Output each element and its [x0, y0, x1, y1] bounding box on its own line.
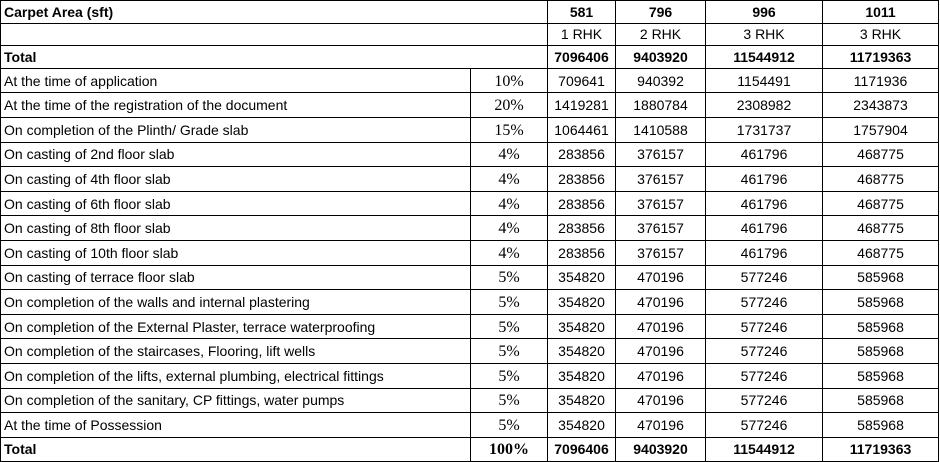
stage-label: On casting of 2nd floor slab [1, 142, 471, 167]
stage-percentage: 4% [471, 167, 548, 192]
total-label: Total [1, 46, 548, 69]
installment-amount: 1731737 [706, 117, 823, 142]
table-row [1, 314, 939, 339]
installment-amount: 468775 [823, 142, 939, 167]
stage-label: At the time of Possession [1, 413, 471, 438]
table-row [1, 265, 939, 290]
installment-amount: 585968 [823, 413, 939, 438]
table-row [1, 191, 939, 216]
header-row-area [1, 1, 939, 24]
stage-percentage: 5% [471, 290, 548, 315]
total-value-cell: 7096406 [548, 46, 616, 69]
stage-percentage: 5% [471, 413, 548, 438]
stage-percentage: 4% [471, 191, 548, 216]
stage-label: On completion of the Plinth/ Grade slab [1, 117, 471, 142]
installment-amount: 354820 [548, 413, 616, 438]
stage-label: On casting of 10th floor slab [1, 240, 471, 265]
stage-percentage: 5% [471, 388, 548, 413]
installment-amount: 585968 [823, 265, 939, 290]
unit-type-cell: 1 RHK [548, 23, 616, 46]
stage-label: On completion of the lifts, external plumbing, electrical fittings [1, 363, 471, 388]
stage-percentage: 15% [471, 117, 548, 142]
stage-percentage: 5% [471, 314, 548, 339]
stage-label: On completion of the External Plaster, terrace waterproofing [1, 314, 471, 339]
empty-header-cell [1, 23, 548, 46]
header-row-type [1, 23, 939, 46]
installment-amount: 577246 [706, 339, 823, 364]
installment-amount: 470196 [616, 413, 706, 438]
installment-amount: 1757904 [823, 117, 939, 142]
total-value-cell: 11544912 [706, 437, 823, 462]
installment-amount: 468775 [823, 216, 939, 241]
stage-label: On completion of the sanitary, CP fittings, water pumps [1, 388, 471, 413]
installment-amount: 283856 [548, 216, 616, 241]
area-header-cell: 996 [706, 1, 823, 24]
installment-amount: 283856 [548, 142, 616, 167]
installment-amount: 1064461 [548, 117, 616, 142]
area-header-cell: 1011 [823, 1, 939, 24]
carpet-area-header: Carpet Area (sft) [1, 1, 548, 24]
installment-amount: 1419281 [548, 93, 616, 118]
stage-percentage: 5% [471, 265, 548, 290]
stage-label: On casting of 8th floor slab [1, 216, 471, 241]
table-row [1, 142, 939, 167]
stage-percentage: 10% [471, 68, 548, 93]
table-row [1, 167, 939, 192]
total-value-cell: 11544912 [706, 46, 823, 69]
table-row [1, 339, 939, 364]
stage-label: On casting of terrace floor slab [1, 265, 471, 290]
installment-amount: 461796 [706, 142, 823, 167]
installment-amount: 585968 [823, 339, 939, 364]
installment-amount: 470196 [616, 265, 706, 290]
installment-amount: 468775 [823, 240, 939, 265]
stage-percentage: 4% [471, 240, 548, 265]
installment-amount: 376157 [616, 216, 706, 241]
installment-amount: 470196 [616, 363, 706, 388]
installment-amount: 585968 [823, 388, 939, 413]
stage-percentage: 4% [471, 216, 548, 241]
installment-amount: 376157 [616, 240, 706, 265]
stage-label: At the time of the registration of the document [1, 93, 471, 118]
unit-type-cell: 2 RHK [616, 23, 706, 46]
installment-amount: 461796 [706, 240, 823, 265]
installment-amount: 577246 [706, 413, 823, 438]
area-header-cell: 581 [548, 1, 616, 24]
installment-amount: 354820 [548, 388, 616, 413]
installment-amount: 470196 [616, 314, 706, 339]
installment-amount: 585968 [823, 290, 939, 315]
installment-amount: 354820 [548, 363, 616, 388]
table-row [1, 68, 939, 93]
stage-percentage: 5% [471, 339, 548, 364]
stage-label: On casting of 4th floor slab [1, 167, 471, 192]
installment-amount: 2308982 [706, 93, 823, 118]
area-header-cell: 796 [616, 1, 706, 24]
installment-amount: 577246 [706, 388, 823, 413]
unit-type-cell: 3 RHK [823, 23, 939, 46]
total-row-bottom [1, 437, 939, 462]
installment-amount: 376157 [616, 142, 706, 167]
total-value-cell: 9403920 [616, 437, 706, 462]
installment-amount: 585968 [823, 363, 939, 388]
stage-percentage: 4% [471, 142, 548, 167]
table-row [1, 216, 939, 241]
installment-amount: 940392 [616, 68, 706, 93]
installment-amount: 2343873 [823, 93, 939, 118]
stage-label: On completion of the walls and internal plastering [1, 290, 471, 315]
installment-amount: 577246 [706, 290, 823, 315]
table-row [1, 117, 939, 142]
stage-label: On casting of 6th floor slab [1, 191, 471, 216]
installment-amount: 468775 [823, 191, 939, 216]
total-value-cell: 11719363 [823, 437, 939, 462]
installment-amount: 461796 [706, 216, 823, 241]
stage-percentage: 5% [471, 363, 548, 388]
installment-amount: 577246 [706, 314, 823, 339]
installment-amount: 1410588 [616, 117, 706, 142]
installment-amount: 376157 [616, 167, 706, 192]
installment-amount: 376157 [616, 191, 706, 216]
installment-amount: 354820 [548, 314, 616, 339]
installment-amount: 709641 [548, 68, 616, 93]
installment-amount: 1880784 [616, 93, 706, 118]
installment-amount: 283856 [548, 240, 616, 265]
table-row [1, 413, 939, 438]
stage-label: On completion of the staircases, Flooring, lift wells [1, 339, 471, 364]
table-row [1, 363, 939, 388]
installment-amount: 354820 [548, 290, 616, 315]
stage-percentage: 20% [471, 93, 548, 118]
total-percentage: 100% [471, 437, 548, 462]
total-row-top [1, 46, 939, 69]
installment-amount: 354820 [548, 265, 616, 290]
total-label: Total [1, 437, 471, 462]
installment-amount: 470196 [616, 339, 706, 364]
table-row [1, 388, 939, 413]
total-value-cell: 7096406 [548, 437, 616, 462]
installment-amount: 585968 [823, 314, 939, 339]
installment-amount: 1154491 [706, 68, 823, 93]
installment-amount: 1171936 [823, 68, 939, 93]
table-row [1, 290, 939, 315]
table-row [1, 240, 939, 265]
unit-type-cell: 3 RHK [706, 23, 823, 46]
installment-amount: 468775 [823, 167, 939, 192]
installment-amount: 461796 [706, 167, 823, 192]
installment-amount: 470196 [616, 290, 706, 315]
installment-amount: 461796 [706, 191, 823, 216]
table-row [1, 93, 939, 118]
installment-amount: 577246 [706, 363, 823, 388]
installment-amount: 283856 [548, 167, 616, 192]
installment-amount: 354820 [548, 339, 616, 364]
installment-amount: 577246 [706, 265, 823, 290]
installment-amount: 283856 [548, 191, 616, 216]
installment-amount: 470196 [616, 388, 706, 413]
total-value-cell: 9403920 [616, 46, 706, 69]
stage-label: At the time of application [1, 68, 471, 93]
total-value-cell: 11719363 [823, 46, 939, 69]
